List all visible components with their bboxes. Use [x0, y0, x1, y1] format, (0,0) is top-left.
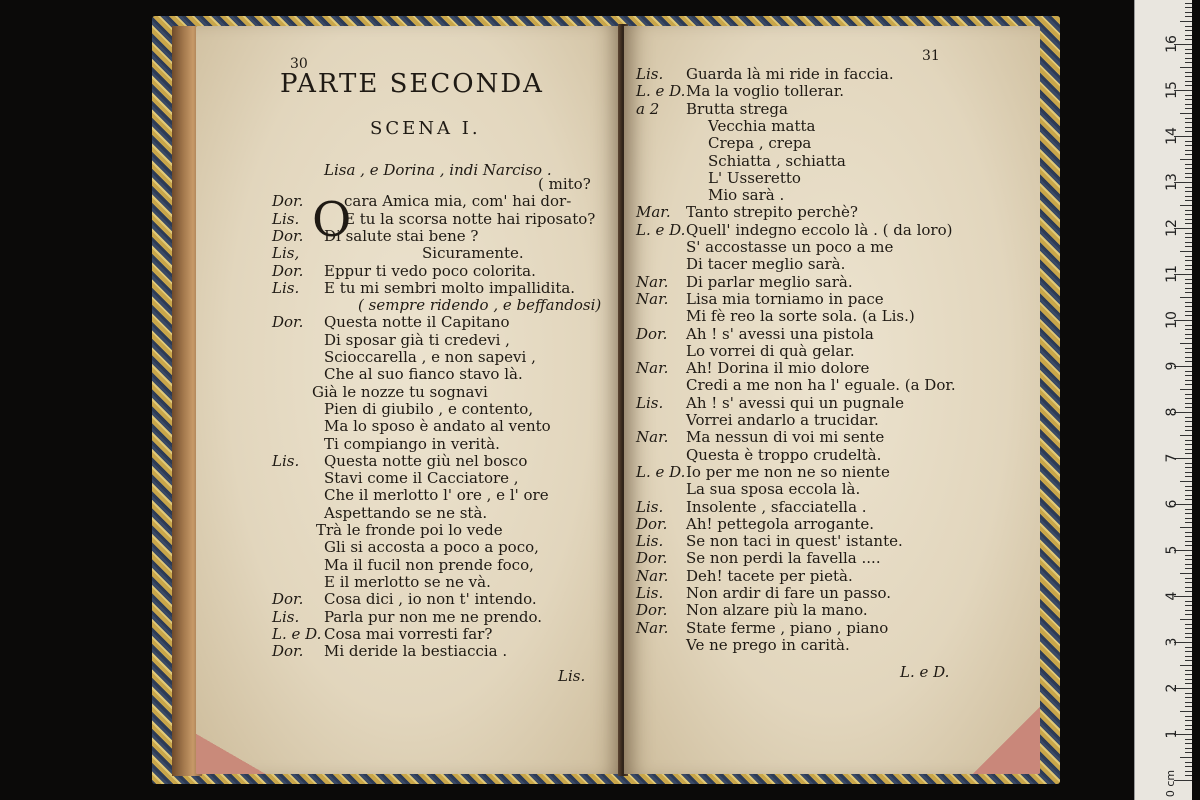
- speaker-label: L. e D.: [636, 462, 686, 481]
- ruler-tick: [1185, 591, 1192, 592]
- speaker-label: L. e D.: [636, 82, 686, 101]
- ruler-tick: [1185, 348, 1192, 349]
- ruler-tick: [1185, 219, 1192, 220]
- speaker-label: Lis.: [272, 209, 300, 228]
- ruler-tick: [1185, 564, 1192, 565]
- ruler-tick: [1185, 357, 1192, 358]
- speaker-label: Nar.: [636, 289, 669, 308]
- ruler-tick: [1185, 361, 1192, 362]
- ruler-tick: [1185, 53, 1192, 54]
- page-corner-stain: [970, 704, 1040, 774]
- ruler-tick: [1185, 490, 1192, 491]
- verse-text: Mio sarà .: [708, 186, 785, 205]
- page-number: 30: [290, 56, 308, 72]
- speaker-label: Dor.: [636, 514, 668, 533]
- ruler-tick: [1185, 624, 1192, 625]
- ruler-tick: [1185, 440, 1192, 441]
- ruler-tick: [1180, 711, 1192, 712]
- ruler-tick: [1185, 122, 1192, 123]
- ruler-number: 15: [1164, 81, 1180, 99]
- ruler-tick: [1185, 260, 1192, 261]
- verse-text: Brutta strega: [686, 99, 788, 118]
- speaker-label: Nar.: [636, 566, 669, 585]
- ruler-tick: [1185, 288, 1192, 289]
- ruler-tick: [1185, 302, 1192, 303]
- verse-text: Che il merlotto l' ore , e l' ore: [324, 486, 549, 505]
- ruler-tick: [1185, 256, 1192, 257]
- ruler-tick: [1180, 205, 1192, 206]
- ruler-tick: [1185, 12, 1192, 13]
- ruler-tick: [1185, 522, 1192, 523]
- ruler-tick: [1180, 665, 1192, 666]
- ruler-unit: 0 cm: [1164, 769, 1178, 798]
- ruler-tick: [1185, 693, 1192, 694]
- ruler-tick: [1185, 398, 1192, 399]
- verse-text: Se non perdi la favella ....: [686, 549, 881, 568]
- ruler-number: 13: [1164, 173, 1180, 191]
- verse-text: Già le nozze tu sognavi: [312, 382, 488, 401]
- ruler-tick: [1185, 417, 1192, 418]
- ruler-tick: [1185, 426, 1192, 427]
- verse-text: Quell' indegno eccolo là . ( da loro): [686, 220, 953, 239]
- ruler-tick: [1185, 555, 1192, 556]
- right-page: [624, 26, 1040, 774]
- verse-text: Io per me non ne so niente: [686, 462, 890, 481]
- ruler-tick: [1185, 131, 1192, 132]
- verse-text: Tanto strepito perchè?: [686, 203, 858, 222]
- ruler-tick: [1185, 292, 1192, 293]
- ruler-tick: [1185, 587, 1192, 588]
- verse-text: Che al suo fianco stavo là.: [324, 365, 523, 384]
- ruler-number: 10: [1164, 311, 1180, 329]
- ruler-tick: [1185, 168, 1192, 169]
- verse-text: Di parlar meglio sarà.: [686, 272, 853, 291]
- ruler-tick: [1185, 58, 1192, 59]
- ruler-tick: [1185, 660, 1192, 661]
- ruler-tick: [1185, 739, 1192, 740]
- verse-text: Pien di giubilo , e contento,: [324, 399, 534, 418]
- verse-text: Non alzare più la mano.: [686, 601, 868, 620]
- ruler-tick: [1185, 610, 1192, 611]
- ruler-tick: [1180, 757, 1192, 758]
- ruler-tick: [1185, 7, 1192, 8]
- speaker-label: Dor.: [272, 313, 304, 332]
- ruler-number: 12: [1164, 219, 1180, 237]
- ruler-tick: [1185, 177, 1192, 178]
- ruler-tick: [1185, 233, 1192, 234]
- ruler-tick: [1185, 743, 1192, 744]
- ruler-tick: [1180, 113, 1192, 114]
- ruler-tick: [1185, 30, 1192, 31]
- verse-text: Ma lo sposo è andato al vento: [324, 417, 551, 436]
- speaker-label: Lis.: [272, 278, 300, 297]
- ruler-tick: [1185, 99, 1192, 100]
- verse-text: Lo vorrei di quà gelar.: [686, 341, 855, 360]
- ruler-tick: [1185, 407, 1192, 408]
- catchword: L. e D.: [900, 663, 950, 681]
- ruler-tick: [1185, 702, 1192, 703]
- speaker-label: Dor.: [272, 226, 304, 245]
- verse-text: Eppur ti vedo poco colorita.: [324, 261, 536, 280]
- ruler-tick: [1180, 297, 1192, 298]
- verse-text: Ma la voglio tollerar.: [686, 82, 845, 101]
- speaker-label: Lis.: [636, 532, 664, 551]
- verse-text: Di salute stai bene ?: [324, 226, 479, 245]
- verse-text: Crepa , crepa: [708, 134, 812, 153]
- verse-text: Ah ! s' avessi qui un pugnale: [686, 393, 904, 412]
- ruler-tick: [1185, 85, 1192, 86]
- ruler-tick: [1180, 389, 1192, 390]
- verse-text: Sicuramente.: [422, 244, 524, 263]
- verse-text: Non ardir di fare un passo.: [686, 584, 892, 602]
- verse-text: Ve ne prego in carità.: [686, 635, 850, 654]
- verse-text: Questa è troppo crudeltà.: [686, 445, 882, 464]
- verse-text: Ma il fucil non prende foco,: [324, 555, 534, 574]
- verse-text: Ma nessun di voi mi sente: [686, 428, 885, 447]
- ruler-number: 14: [1164, 127, 1180, 145]
- ruler-tick: [1185, 495, 1192, 496]
- ruler-tick: [1185, 697, 1192, 698]
- ruler-tick: [1185, 49, 1192, 50]
- ruler-tick: [1180, 619, 1192, 620]
- verse-text: Mi deride la bestiaccia .: [324, 642, 508, 661]
- ruler-tick: [1185, 214, 1192, 215]
- verse-text: Parla pur non me ne prendo.: [324, 607, 542, 626]
- ruler-tick: [1185, 265, 1192, 266]
- ruler-tick: [1180, 435, 1192, 436]
- ruler-number: 4: [1164, 591, 1180, 601]
- ruler-tick: [1185, 656, 1192, 657]
- ruler-tick: [1185, 614, 1192, 615]
- ruler-tick: [1185, 380, 1192, 381]
- ruler-tick: [1185, 716, 1192, 717]
- ruler-tick: [1185, 486, 1192, 487]
- ruler-tick: [1185, 605, 1192, 606]
- verse-text: Di tacer meglio sarà.: [686, 255, 846, 274]
- ruler-number: 5: [1164, 545, 1180, 555]
- ruler-tick: [1185, 651, 1192, 652]
- ruler-tick: [1185, 72, 1192, 73]
- verse-text: Lisa mia torniamo in pace: [686, 289, 884, 308]
- speaker-label: L. e D.: [636, 220, 686, 239]
- speaker-label: Nar.: [636, 428, 669, 447]
- page-title: PARTE SECONDA: [280, 69, 544, 99]
- ruler-tick: [1180, 159, 1192, 160]
- speaker-label: Dor.: [272, 642, 304, 661]
- verse-text: Ah! Dorina il mio dolore: [686, 359, 870, 378]
- ruler-tick: [1185, 145, 1192, 146]
- verse-text: Questa notte giù nel bosco: [324, 451, 528, 470]
- ruler-tick: [1185, 637, 1192, 638]
- verse-text: ( mito?: [538, 175, 591, 193]
- ruler-tick: [1185, 200, 1192, 201]
- ruler-number: 2: [1164, 683, 1180, 693]
- ruler-tick: [1185, 453, 1192, 454]
- ruler-tick: [1185, 499, 1192, 500]
- speaker-label: Nar.: [636, 359, 669, 378]
- ruler-tick: [1185, 683, 1192, 684]
- ruler-tick: [1185, 127, 1192, 128]
- ruler-tick: [1185, 246, 1192, 247]
- ruler-tick: [1185, 26, 1192, 27]
- ruler-tick: [1185, 578, 1192, 579]
- ruler-tick: [1185, 762, 1192, 763]
- ruler-tick: [1185, 325, 1192, 326]
- ruler-number: 8: [1164, 407, 1180, 417]
- speaker-label: Lis.: [272, 451, 300, 470]
- ruler-tick: [1185, 338, 1192, 339]
- ruler-tick: [1185, 513, 1192, 514]
- ruler-number: 16: [1164, 35, 1180, 53]
- ruler-tick: [1185, 509, 1192, 510]
- speaker-label: L. e D.: [272, 624, 322, 643]
- speaker-label: Lis.: [636, 584, 664, 602]
- speaker-label: Dor.: [636, 324, 668, 343]
- speaker-label: Lis.: [636, 497, 664, 516]
- verse-text: Vecchia matta: [708, 116, 816, 135]
- characters-line: Lisa , e Dorina , indi Narciso .: [324, 161, 552, 179]
- verse-text: S' accostasse un poco a me: [686, 238, 894, 256]
- speaker-label: Mar.: [636, 203, 671, 222]
- ruler-tick: [1180, 573, 1192, 574]
- ruler-tick: [1185, 104, 1192, 105]
- ruler-tick: [1185, 39, 1192, 40]
- ruler-tick: [1185, 674, 1192, 675]
- ruler-tick: [1180, 343, 1192, 344]
- verse-text: Cosa dici , io non t' intendo.: [324, 590, 537, 609]
- ruler-tick: [1185, 752, 1192, 753]
- verse-text: Cosa mai vorresti far?: [324, 624, 493, 643]
- ruler-tick: [1185, 403, 1192, 404]
- page-number: 31: [922, 48, 940, 64]
- page-corner-stain: [196, 734, 266, 774]
- ruler-tick: [1185, 191, 1192, 192]
- ruler-tick: [1185, 720, 1192, 721]
- ruler-tick: [1185, 164, 1192, 165]
- verse-text: Schiatta , schiatta: [708, 151, 846, 170]
- ruler-tick: [1185, 196, 1192, 197]
- verse-text: Mi fè reo la sorte sola. (a Lis.): [686, 307, 915, 326]
- ruler-tick: [1185, 518, 1192, 519]
- verse-text: Questa notte il Capitano: [324, 313, 510, 332]
- ruler-tick: [1185, 81, 1192, 82]
- ruler-tick: [1185, 384, 1192, 385]
- scene-heading: SCENA I.: [370, 118, 481, 139]
- ruler-tick: [1185, 633, 1192, 634]
- verse-text: L' Usseretto: [708, 168, 801, 187]
- ruler-tick: [1185, 279, 1192, 280]
- ruler-tick: [1185, 76, 1192, 77]
- ruler-tick: [1185, 352, 1192, 353]
- verse-text: La sua sposa eccola là.: [686, 480, 861, 499]
- speaker-label: Dor.: [272, 261, 304, 280]
- ruler-tick: [1185, 118, 1192, 119]
- ruler-tick: [1185, 647, 1192, 648]
- ruler-tick: [1185, 766, 1192, 767]
- verse-text: Ti compiango in verità.: [324, 434, 500, 453]
- ruler-tick: [1185, 467, 1192, 468]
- ruler-tick: [1185, 108, 1192, 109]
- speaker-label: Dor.: [272, 590, 304, 609]
- speaker-label: Lis,: [272, 244, 300, 263]
- ruler-tick: [1185, 371, 1192, 372]
- ruler-tick: [1180, 481, 1192, 482]
- verse-text: Ah! pettegola arrogante.: [686, 514, 875, 533]
- catchword: Lis.: [558, 667, 586, 685]
- ruler-tick: [1185, 237, 1192, 238]
- ruler-tick: [1185, 62, 1192, 63]
- ruler-tick: [1185, 421, 1192, 422]
- verse-text: ( sempre ridendo , e beffandosi): [358, 296, 602, 315]
- ruler-tick: [1185, 601, 1192, 602]
- speaker-label: Dor.: [636, 549, 668, 568]
- ruler-number: 7: [1164, 453, 1180, 463]
- ruler-tick: [1185, 532, 1192, 533]
- ruler-tick: [1185, 329, 1192, 330]
- verse-text: cara Amica mia, com' hai dor-: [344, 192, 572, 211]
- ruler-number: 6: [1164, 499, 1180, 509]
- ruler-tick: [1185, 210, 1192, 211]
- ruler-tick: [1180, 67, 1192, 68]
- ruler-tick: [1180, 21, 1192, 22]
- verse-text: Se non taci in quest' istante.: [686, 532, 903, 551]
- ruler-tick: [1185, 3, 1192, 4]
- ruler-tick: [1185, 729, 1192, 730]
- speaker-label: Dor.: [272, 192, 304, 211]
- verse-text: Deh! tacete per pietà.: [686, 566, 853, 585]
- verse-text: Credi a me non ha l' eguale. (a Dor.: [686, 376, 956, 395]
- verse-text: Aspettando se ne stà.: [324, 503, 488, 522]
- ruler-tick: [1185, 141, 1192, 142]
- left-page: [196, 26, 622, 774]
- ruler-tick: [1185, 269, 1192, 270]
- ruler-tick: [1185, 187, 1192, 188]
- verse-text: E tu la scorsa notte hai riposato?: [344, 209, 596, 228]
- measurement-ruler: [1134, 0, 1192, 800]
- verse-text: Scioccarella , e non sapevi ,: [324, 348, 536, 366]
- ruler-tick: [1185, 771, 1192, 772]
- verse-text: Stavi come il Cacciatore ,: [324, 469, 519, 488]
- ruler-tick: [1185, 394, 1192, 395]
- speaker-label: Lis.: [636, 65, 664, 83]
- ruler-tick: [1185, 311, 1192, 312]
- verse-text: Gli si accosta a poco a poco,: [324, 538, 539, 557]
- ruler-number: 9: [1164, 361, 1180, 371]
- speaker-label: Nar.: [636, 618, 669, 637]
- speaker-label: Lis.: [272, 607, 300, 626]
- ruler-tick: [1180, 527, 1192, 528]
- ruler-tick: [1185, 628, 1192, 629]
- ruler-tick: [1185, 541, 1192, 542]
- verse-text: Trà le fronde poi lo vede: [316, 521, 503, 539]
- ruler-tick: [1185, 706, 1192, 707]
- ruler-tick: [1185, 16, 1192, 17]
- speaker-label: Dor.: [636, 601, 668, 620]
- ruler-tick: [1185, 375, 1192, 376]
- ruler-number: 11: [1164, 265, 1180, 283]
- verse-text: Ah ! s' avessi una pistola: [686, 324, 874, 343]
- ruler-tick: [1185, 476, 1192, 477]
- speaker-label: Lis.: [636, 393, 664, 412]
- ruler-tick: [1185, 150, 1192, 151]
- ruler-tick: [1185, 334, 1192, 335]
- verse-text: State ferme , piano , piano: [686, 618, 889, 637]
- ruler-tick: [1185, 670, 1192, 671]
- ruler-tick: [1185, 95, 1192, 96]
- ruler-tick: [1185, 444, 1192, 445]
- drop-cap: O: [312, 192, 352, 248]
- ruler-number: 3: [1164, 637, 1180, 647]
- ruler-tick: [1185, 223, 1192, 224]
- ruler-tick: [1185, 472, 1192, 473]
- ruler-tick: [1180, 251, 1192, 252]
- ruler-tick: [1185, 283, 1192, 284]
- ruler-tick: [1185, 568, 1192, 569]
- speaker-label: a 2: [636, 99, 660, 118]
- ruler-tick: [1185, 315, 1192, 316]
- verse-text: Vorrei andarlo a trucidar.: [686, 411, 879, 429]
- verse-text: E tu mi sembri molto impallidita.: [324, 278, 576, 297]
- ruler-tick: [1185, 725, 1192, 726]
- ruler-tick: [1185, 463, 1192, 464]
- verse-text: E il merlotto se ne và.: [324, 572, 491, 591]
- ruler-tick: [1185, 449, 1192, 450]
- verse-text: Guarda là mi ride in faccia.: [686, 65, 894, 83]
- ruler-tick: [1185, 679, 1192, 680]
- speaker-label: Nar.: [636, 272, 669, 291]
- ruler-tick: [1185, 536, 1192, 537]
- ruler-number: 1: [1164, 729, 1180, 739]
- ruler-tick: [1185, 545, 1192, 546]
- ruler-tick: [1185, 35, 1192, 36]
- ruler-tick: [1185, 173, 1192, 174]
- verse-text: Insolente , sfacciatella .: [686, 497, 867, 516]
- ruler-tick: [1185, 242, 1192, 243]
- verse-text: Di sposar già ti credevi ,: [324, 330, 510, 349]
- ruler-tick: [1185, 306, 1192, 307]
- ruler-tick: [1185, 775, 1192, 776]
- ruler-tick: [1185, 430, 1192, 431]
- ruler-tick: [1185, 154, 1192, 155]
- ruler-tick: [1185, 559, 1192, 560]
- ruler-tick: [1185, 582, 1192, 583]
- ruler-tick: [1185, 748, 1192, 749]
